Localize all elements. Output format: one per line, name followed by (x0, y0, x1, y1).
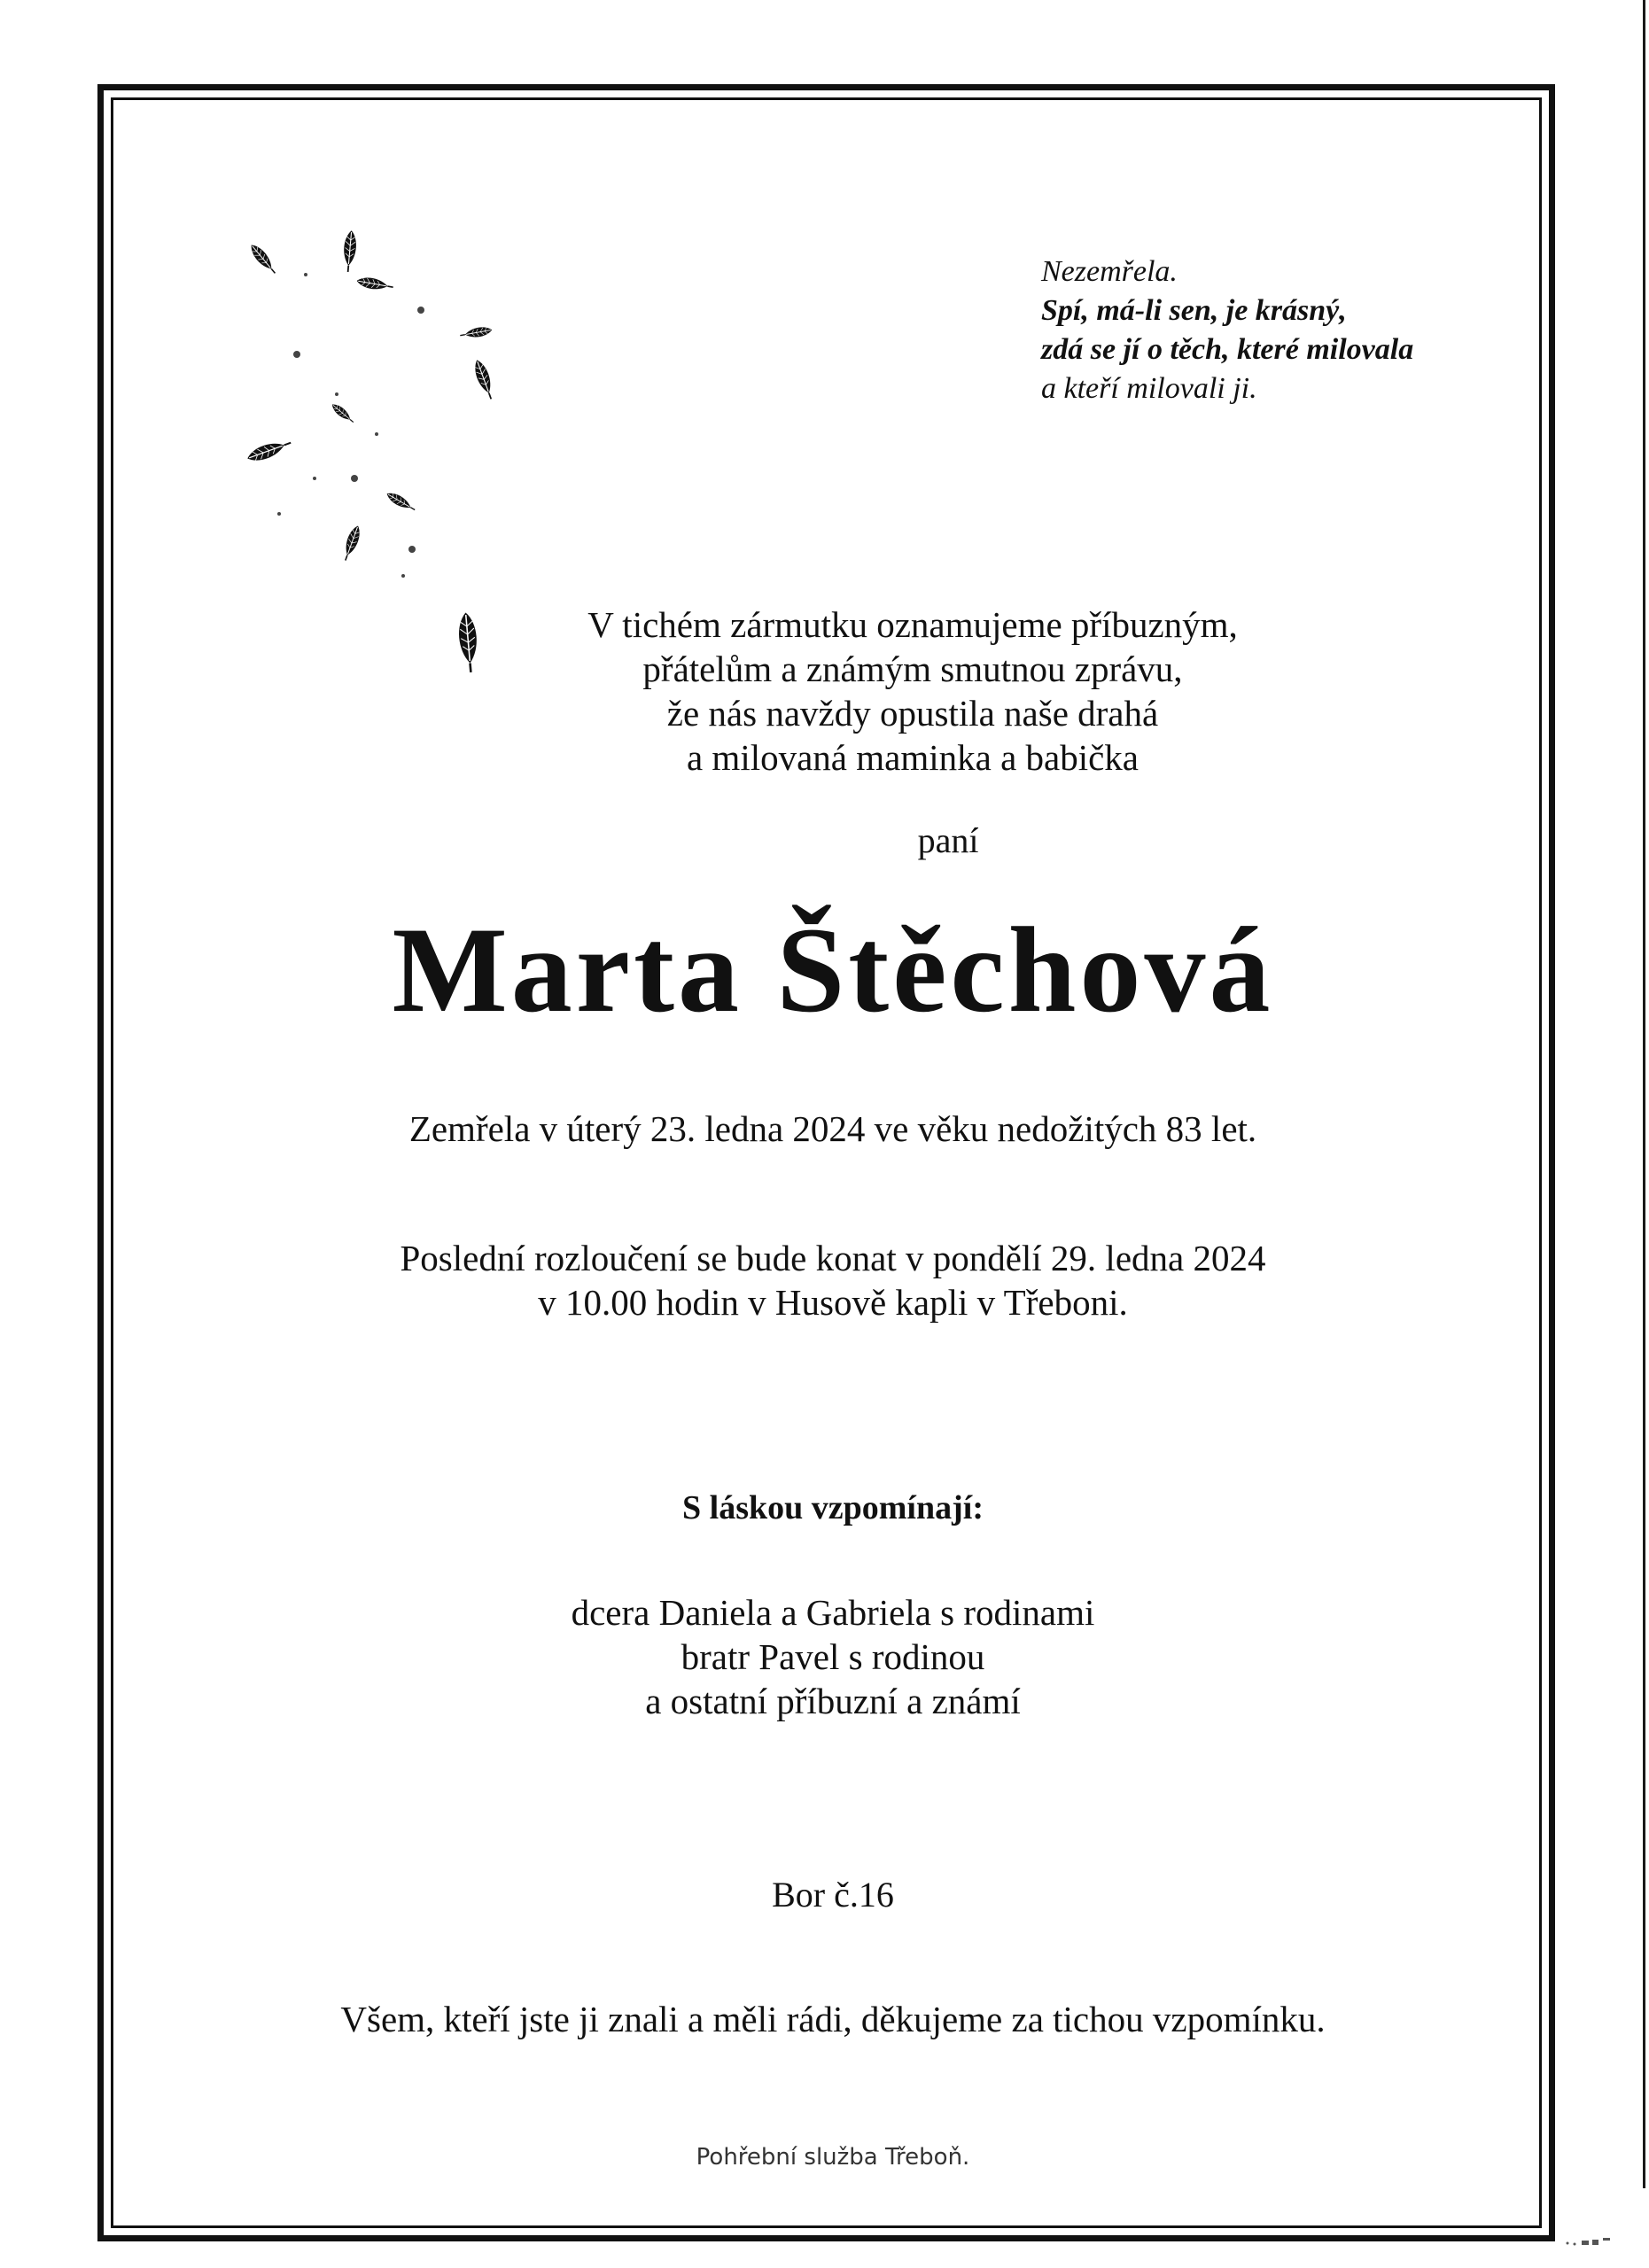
mourners-heading: S láskou vzpomínají: (682, 1489, 984, 1526)
thanks-note: Všem, kteří jste ji znali a měli rádi, děkujeme za tichou vzpomínku. (340, 1999, 1326, 2039)
mourner-line: a ostatní příbuzní a známí (645, 1681, 1021, 1721)
mourner-line: bratr Pavel s rodinou (681, 1636, 985, 1677)
address: Bor č.16 (772, 1875, 894, 1915)
announcement-line: že nás navždy opustila naše drahá (666, 693, 1159, 734)
motto-line: Spí, má-li sen, je krásný, (1041, 294, 1347, 327)
motto-line: a kteří milovali ji. (1041, 372, 1257, 405)
motto-line: zdá se jí o těch, které milovala (1041, 333, 1414, 366)
mourner-line: dcera Daniela a Gabriela s rodinami (571, 1592, 1095, 1633)
mourners-list (195, 1590, 1471, 1723)
honorific: paní (917, 820, 979, 860)
motto-line: Nezemřela. (1041, 255, 1178, 288)
motto-quote (1041, 252, 1466, 408)
announcement-text (461, 602, 1365, 780)
announcement-line: přátelům a známým smutnou zprávu, (642, 649, 1183, 689)
scan-noise-mark (1562, 2236, 1615, 2249)
farewell-details (195, 1236, 1471, 1324)
funeral-service-footer: Pohřební služba Třeboň. (696, 2144, 970, 2171)
deceased-name: Marta Štěchová (392, 902, 1274, 1037)
announcement-line: V tichém zármutku oznamujeme příbuzným, (587, 604, 1238, 645)
scan-edge-line (1643, 0, 1645, 2188)
death-notice: Zemřela v úterý 23. ledna 2024 ve věku nedožitých 83 let. (408, 1108, 1257, 1149)
announcement-line: a milovaná maminka a babička (686, 737, 1140, 778)
farewell-line: v 10.00 hodin v Husově kapli v Třeboni. (538, 1282, 1128, 1323)
farewell-line: Poslední rozloučení se bude konat v pondělí 29. ledna 2024 (400, 1238, 1266, 1278)
